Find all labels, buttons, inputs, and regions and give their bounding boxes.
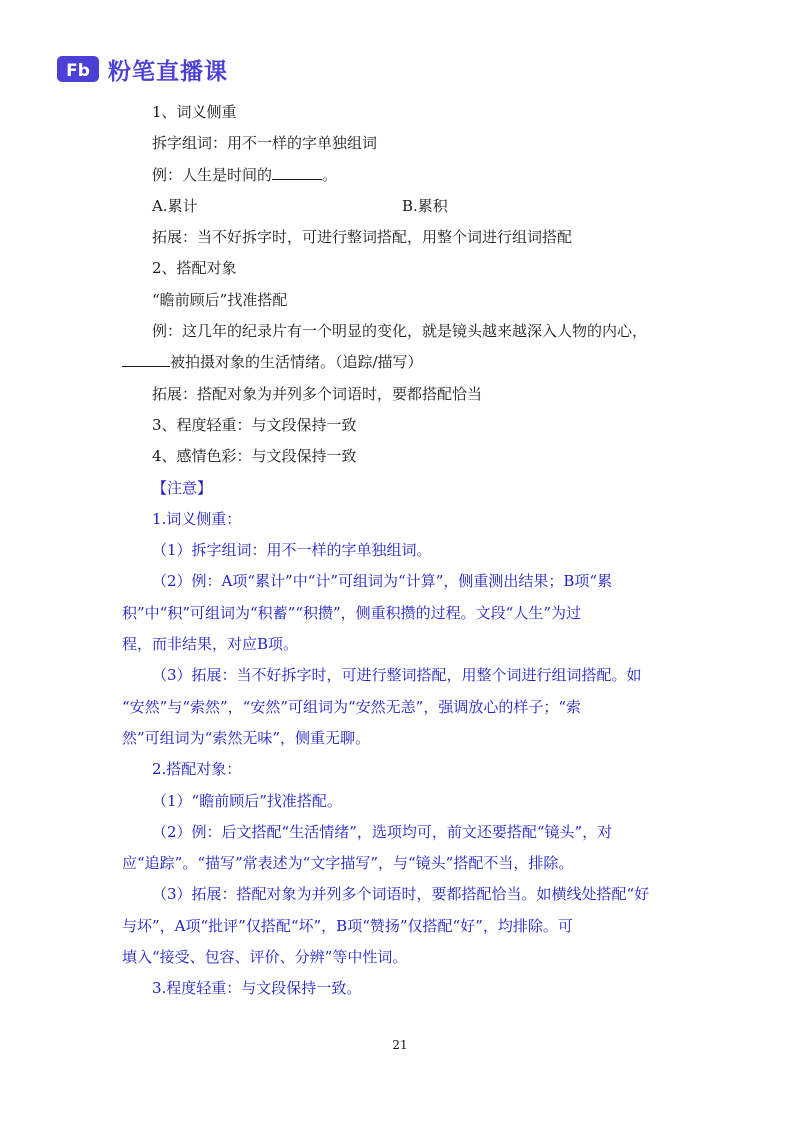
note-line: （2）例：A项“累计”中“计”可组词为“计算”，侧重测出结果；B项“累 bbox=[152, 572, 613, 591]
svg-text:Fb: Fb bbox=[66, 61, 90, 81]
options-line bbox=[122, 191, 682, 222]
note-line: 1.词义侧重： bbox=[152, 509, 242, 528]
text-line: 拓展：搭配对象为并列多个词语时，要都搭配恰当 bbox=[152, 384, 483, 403]
heading-2: 2、搭配对象 bbox=[152, 259, 237, 278]
option-b: B.累积 bbox=[402, 196, 448, 215]
note-line: 应“追踪”。“描写”常表述为“文字描写”，与“镜头”搭配不当，排除。 bbox=[122, 854, 574, 873]
text-line: 拓展：当不好拆字时，可进行整词搭配，用整个词进行组词搭配 bbox=[152, 228, 573, 247]
answer-blank bbox=[272, 166, 322, 180]
example-line: 例：这几年的纪录片有一个明显的变化，就是镜头越来越深入人物的内心， bbox=[152, 322, 648, 341]
note-line: （3）拓展：当不好拆字时，可进行整词搭配，用整个词进行组词搭配。如 bbox=[152, 666, 642, 685]
page-body bbox=[122, 97, 682, 1005]
header bbox=[56, 52, 228, 86]
note-line: （3）拓展：搭配对象为并列多个词语时，要都搭配恰当。如横线处搭配“好 bbox=[152, 885, 650, 904]
text-line: “瞻前顾后”找准搭配 bbox=[152, 290, 288, 309]
note-line: 3.程度轻重：与文段保持一致。 bbox=[152, 979, 362, 998]
heading-1: 1、词义侧重 bbox=[152, 103, 237, 121]
note-line: 积”中“积”可组词为“积蓄”“积攒”，侧重积攒的过程。文段“人生”为过 bbox=[122, 603, 582, 622]
note-line: 与坏”，A项“批评”仅搭配“坏”，B项“赞扬”仅搭配“好”，均排除。可 bbox=[122, 916, 573, 935]
text-line: 拆字组词：用不一样的字单独组词 bbox=[152, 134, 378, 153]
option-a: A.累计 bbox=[152, 196, 198, 215]
example-line: 例：人生是时间的 。 bbox=[152, 165, 338, 184]
example-line: 被拍摄对象的生活情绪。（追踪/描写） bbox=[122, 347, 682, 378]
brand-title: 粉笔直播课 bbox=[108, 58, 228, 85]
page-number: 21 bbox=[392, 1038, 408, 1052]
note-line: （1）“瞻前顾后”找准搭配。 bbox=[152, 791, 342, 810]
fenbi-logo-icon bbox=[56, 54, 100, 84]
heading-4: 4、感情色彩：与文段保持一致 bbox=[152, 447, 357, 466]
note-heading: 【注意】 bbox=[152, 478, 213, 497]
note-line: 填入“接受、包容、评价、分辨”等中性词。 bbox=[122, 948, 408, 967]
answer-blank bbox=[122, 353, 170, 367]
note-line: （1）拆字组词：用不一样的字单独组词。 bbox=[152, 541, 432, 560]
note-line: （2）例：后文搭配“生活情绪”，选项均可，前文还要搭配“镜头”，对 bbox=[152, 822, 613, 841]
note-line: 2.搭配对象： bbox=[152, 760, 242, 779]
note-line: “安然”与“索然”，“安然”可组词为“安然无恙”，强调放心的样子；“索 bbox=[122, 697, 582, 716]
note-line: 程，而非结果，对应B项。 bbox=[122, 635, 299, 654]
heading-3: 3、程度轻重：与文段保持一致 bbox=[152, 415, 357, 434]
note-line: 然”可组词为“索然无味”，侧重无聊。 bbox=[122, 728, 371, 747]
